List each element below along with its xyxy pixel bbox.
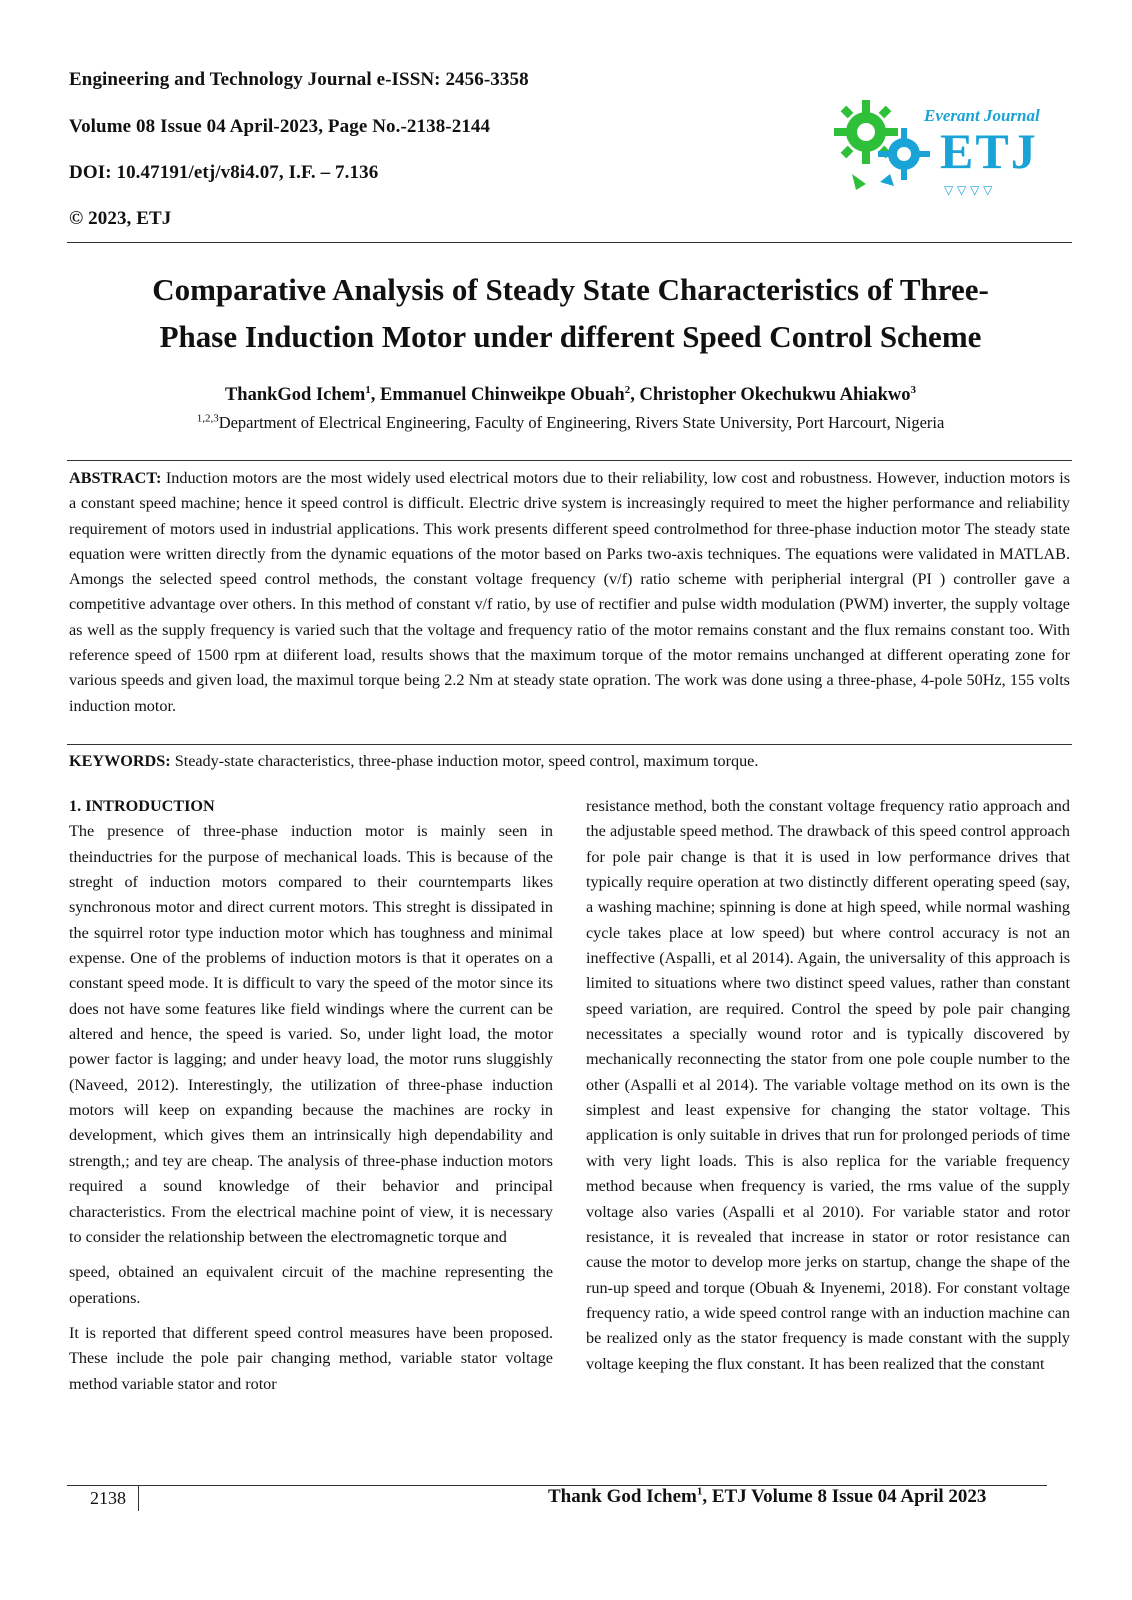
abstract-top-divider (67, 460, 1072, 461)
paragraph: It is reported that different speed control measures have been proposed. These include the pole pair changing method, variable stator voltage method variable stator and rotor (69, 1323, 553, 1393)
affiliation (68, 413, 1073, 433)
svg-text:▽ ▽ ▽ ▽: ▽ ▽ ▽ ▽ (944, 183, 993, 197)
etj-logo (832, 92, 1042, 204)
affiliation-text: Department of Electrical Engineering, Faculty of Engineering, Rivers State University, Port Harcourt, Nigeria (218, 413, 945, 432)
affiliation-sup: 1,2,3 (196, 412, 219, 425)
title-line-1: Comparative Analysis of Steady State Characteristics of Three- (152, 272, 989, 307)
logo-text-top: Everant Journal (924, 106, 1040, 125)
paper-title (68, 266, 1073, 360)
abstract-label: ABSTRACT: (69, 469, 162, 487)
left-column (69, 794, 553, 1407)
paragraph: speed, obtained an equivalent circuit of the machine representing the operations. (69, 1263, 553, 1307)
paragraph: The presence of three-phase induction motor is mainly seen in theinductries for the purpose of mechanical loads. This is because of the streght of induction motors compared to their courntemparts likes synchronous motor and direct current motors. This streght is dissipated in the squirrel rotor type induction motor which has toughness and minimal expense. One of the problems of induction motors is that it operates on a constant speed mode. It is difficult to vary the speed of the motor since its does not have some features like field windings where the current can be altered and hence, the speed is varied. So, under light load, the motor power factor is lagging; and under heavy load, the motor runs sluggishly (Naveed, 2012). Interestingly, the utilization of three-phase induction motors will keep on expanding because the machines are rocky in development, which gives them an intrinsically high dependability and strength,; and tey are cheap. The analysis of three-phase induction motors required a sound knowledge of their behavior and principal characteristics. From the electrical machine point of view, it is necessary to consider the relationship between the electromagnetic torque and (69, 822, 553, 1246)
running-footer-name: Thank God Ichem (548, 1486, 697, 1507)
keywords-label: KEYWORDS: (69, 752, 171, 770)
running-footer-rest: , ETJ Volume 8 Issue 04 April 2023 (702, 1486, 987, 1507)
logo-text-main: ETJ (940, 123, 1038, 179)
paragraph: resistance method, both the constant voltage frequency ratio approach and the adjustable speed method. The drawback of this speed control approach for pole pair change is that it is used in low performance drives that typically require operation at two distinctly different operating speed (say, a washing machine; spinning is done at high speed, while normal washing cycle takes place at low speed) but where control accuracy is not an ineffective (Aspalli, et al 2014). Again, the universality of this approach is limited to situations where two distinct speed values, rather than constant speed variation, are required. Control the speed by pole pair changing necessitates a specially wound rotor and is typically discovered by mechanically reconnecting the stator from one pole couple number to the other (Aspalli et al 2014). The variable voltage method on its own is the simplest and least expensive for changing the stator voltage. This application is only suitable in drives that run for prolonged periods of time with very light loads. This is also replica for the variable frequency method because when frequency is varied, the rms value of the supply voltage also varies (Aspalli et al 2010). For variable stator and rotor resistance, it is revealed that increase in stator or rotor resistance can cause the motor to develop more jerks on startup, change the shape of the run-up speed and torque (Obuah & Inyenemi, 2018). For constant voltage frequency ratio, a wide speed control range with an induction machine can be realized only as the stator frequency is made constant with the supply voltage keeping the flux constant. It has been realized that the constant (586, 797, 1070, 1373)
running-footer-sup: 1 (696, 1485, 703, 1498)
abstract-text: Induction motors are the most widely used electrical motors due to their reliability, low cost and robustness. However, induction motors is a constant speed machine; hence it speed control is difficult. Electric drive system is increasingly required to meet the higher performance and reliability requirement of motors used in industrial applications. This work presents different speed controlmethod for three-phase induction motor The steady state equation were written directly from the dynamic equations of the motor based on Parks two-axis techniques. The equations were validated in MATLAB. Amongs the selected speed control methods, the constant voltage frequency (v/f) ratio scheme with peripherial intergral (PI ) controller gave a competitive advantage over others. In this method of constant v/f ratio, by use of rectifier and pulse width modulation (PWM) inverter, the supply voltage as well as the supply frequency is varied such that the voltage and frequency ratio of the motor remains constant and the flux remains constant too. With reference speed of 1500 rpm at diiferent load, results shows that the maximum torque of the motor remains unchanged at different operating zone for various speeds and given load, the maximul torque being 2.2 Nm at steady state opration. The work was done using a three-phase, 4-pole 50Hz, 155 volts induction motor. (69, 469, 1070, 715)
author-3-sup: 3 (910, 383, 917, 396)
abstract (69, 466, 1070, 719)
right-column (586, 794, 1070, 1387)
author-2: , Emmanuel Chinweikpe Obuah (370, 385, 625, 405)
volume-info: Volume 08 Issue 04 April-2023, Page No.-2138-2144 (69, 116, 491, 137)
section-heading-introduction: 1. INTRODUCTION (69, 797, 215, 815)
author-3: , Christopher Okechukwu Ahiakwo (630, 385, 911, 405)
doi-info: DOI: 10.47191/etj/v8i4.07, I.F. – 7.136 (69, 162, 379, 183)
footer-separator (138, 1485, 139, 1511)
title-line-2: Phase Induction Motor under different Speed Control Scheme (159, 319, 982, 354)
authors (68, 385, 1073, 406)
page-number: 2138 (90, 1488, 126, 1508)
author-2-sup: 2 (624, 383, 631, 396)
keywords-text: Steady-state characteristics, three-phase induction motor, speed control, maximum torque. (174, 752, 759, 770)
journal-name: Engineering and Technology Journal e-ISSN: 2456-3358 (69, 69, 529, 90)
abstract-bottom-divider (67, 744, 1072, 745)
author-1-sup: 1 (365, 383, 371, 396)
author-1: ThankGod Ichem (224, 385, 366, 405)
keywords (69, 749, 1070, 774)
running-footer (548, 1486, 986, 1508)
header-divider (67, 242, 1072, 243)
copyright: © 2023, ETJ (69, 208, 172, 229)
